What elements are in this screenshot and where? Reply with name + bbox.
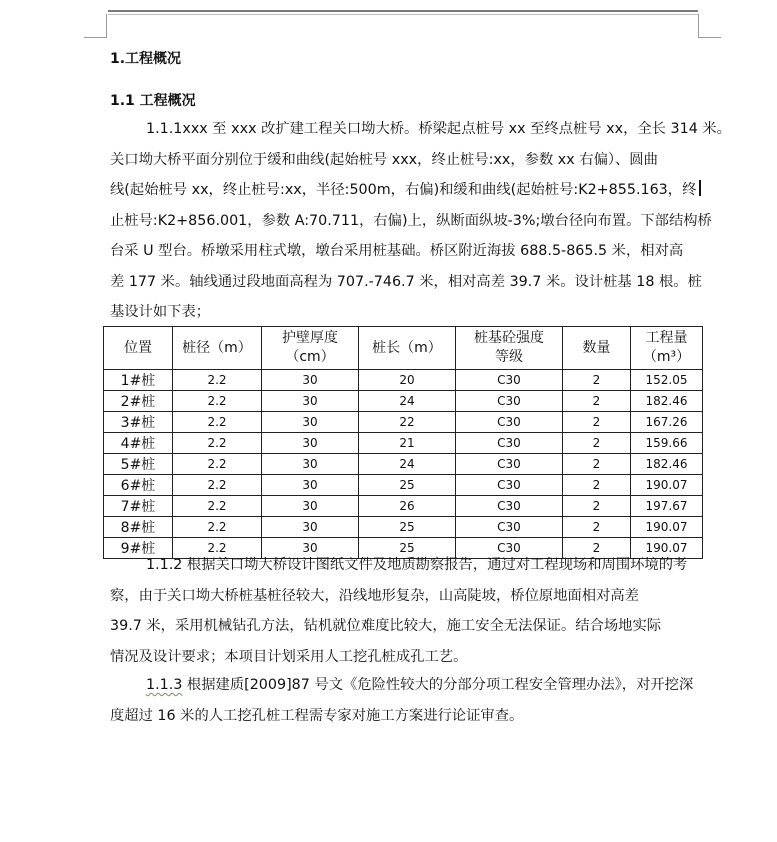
cell-quantity: 2: [563, 496, 631, 517]
paragraph-1-1-2: [110, 550, 710, 672]
cell-volume: 190.07: [631, 475, 703, 496]
cell-volume: 190.07: [631, 517, 703, 538]
cell-length: 24: [359, 454, 456, 475]
cell-volume: 182.46: [631, 391, 703, 412]
cell-position: 4#桩: [104, 433, 173, 454]
cell-length: 22: [359, 412, 456, 433]
cell-quantity: 2: [563, 391, 631, 412]
text-line: 1.1.2 根据关口坳大桥设计图纸文件及地质勘察报告，通过对工程现场和周围环境的考: [146, 557, 688, 573]
text-cursor: [699, 180, 701, 196]
text-line: 情况及设计要求；本项目计划采用人工挖孔桩成孔工艺。: [110, 648, 468, 665]
cell-wall-thickness: 30: [262, 538, 359, 559]
crop-mark-right-vertical: [698, 14, 699, 38]
pile-design-table: [103, 326, 703, 559]
cell-concrete-grade: C30: [456, 412, 563, 433]
cell-concrete-grade: C30: [456, 475, 563, 496]
section-number: 1.1.3: [146, 677, 183, 693]
cell-quantity: 2: [563, 538, 631, 559]
col-header-concrete-grade: 桩基砼强度 等级: [456, 327, 563, 370]
cell-volume: 182.46: [631, 454, 703, 475]
cell-wall-thickness: 30: [262, 433, 359, 454]
cell-volume: 190.07: [631, 538, 703, 559]
cell-position: 8#桩: [104, 517, 173, 538]
cell-concrete-grade: C30: [456, 454, 563, 475]
cell-quantity: 2: [563, 370, 631, 391]
heading-level-2: 1.1 工程概况: [110, 93, 196, 109]
cell-diameter: 2.2: [173, 454, 262, 475]
col-header-position: 位置: [104, 327, 173, 370]
header-rule: [108, 10, 698, 12]
cell-concrete-grade: C30: [456, 517, 563, 538]
cell-quantity: 2: [563, 517, 631, 538]
cell-volume: 197.67: [631, 496, 703, 517]
cell-diameter: 2.2: [173, 538, 262, 559]
table-header-row: [104, 327, 703, 370]
col-header-diameter: 桩径（m）: [173, 327, 262, 370]
cell-length: 24: [359, 391, 456, 412]
cell-concrete-grade: C30: [456, 538, 563, 559]
col-header-quantity: 数量: [563, 327, 631, 370]
cell-length: 21: [359, 433, 456, 454]
text-line: 察，由于关口坳大桥桩基桩径较大，沿线地形复杂，山高陡坡，桥位原地面相对高差: [110, 587, 639, 604]
text-line: 关口坳大桥平面分别位于缓和曲线(起始桩号 xxx，终止桩号:xx，参数 xx 右偏）、圆曲: [110, 151, 658, 168]
paragraph-1-1-1: [110, 114, 731, 328]
cell-diameter: 2.2: [173, 370, 262, 391]
cell-concrete-grade: C30: [456, 496, 563, 517]
cell-diameter: 2.2: [173, 496, 262, 517]
table-row: [104, 370, 703, 391]
cell-wall-thickness: 30: [262, 412, 359, 433]
cell-length: 25: [359, 538, 456, 559]
cell-quantity: 2: [563, 433, 631, 454]
cell-diameter: 2.2: [173, 517, 262, 538]
col-header-wall-thickness: 护壁厚度 （cm）: [262, 327, 359, 370]
cell-position: 3#桩: [104, 412, 173, 433]
table-row: [104, 475, 703, 496]
cell-length: 26: [359, 496, 456, 517]
cell-position: 6#桩: [104, 475, 173, 496]
cell-quantity: 2: [563, 454, 631, 475]
cell-diameter: 2.2: [173, 433, 262, 454]
header-rule-thin: [108, 14, 698, 15]
table-row: [104, 433, 703, 454]
cell-quantity: 2: [563, 412, 631, 433]
cell-concrete-grade: C30: [456, 370, 563, 391]
text-line: 差 177 米。轴线通过段地面高程为 707.-746.7 米，相对高差 39.7 米。设计桩基 18 根。桩: [110, 273, 702, 290]
table-row: [104, 391, 703, 412]
text-line: 基设计如下表；: [110, 304, 211, 320]
cell-position: 2#桩: [104, 391, 173, 412]
cell-quantity: 2: [563, 475, 631, 496]
text-line: 1.1.1xxx 至 xxx 改扩建工程关口坳大桥。桥梁起点桩号 xx 至终点桩号 xx，全长 314 米。: [146, 121, 731, 137]
cell-wall-thickness: 30: [262, 475, 359, 496]
text-line: 1.1.3 根据建质[2009]87 号文《危险性较大的分部分项工程安全管理办法》，对开挖深: [146, 677, 694, 693]
cell-length: 20: [359, 370, 456, 391]
heading-level-1: 1.工程概况: [110, 51, 182, 67]
cell-volume: 159.66: [631, 433, 703, 454]
cell-wall-thickness: 30: [262, 517, 359, 538]
table-row: [104, 496, 703, 517]
col-header-length: 桩长（m）: [359, 327, 456, 370]
cell-diameter: 2.2: [173, 475, 262, 496]
cell-position: 9#桩: [104, 538, 173, 559]
text-line: 止桩号:K2+856.001，参数 A:70.711，右偏)上，纵断面纵坡-3%;墩台径向布置。下部结构桥: [110, 212, 712, 229]
text-line: 台采 U 型台。桥墩采用柱式墩，墩台采用桩基础。桥区附近海拔 688.5-865.5 米，相对高: [110, 243, 684, 259]
crop-mark-right: [699, 37, 721, 38]
crop-mark-left-vertical: [106, 14, 107, 38]
cell-length: 25: [359, 475, 456, 496]
cell-diameter: 2.2: [173, 412, 262, 433]
cell-concrete-grade: C30: [456, 433, 563, 454]
text-line: 线(起始桩号 xx，终止桩号:xx，半径:500m，右偏)和缓和曲线(起始桩号:K2+855.163，终: [110, 175, 710, 206]
cell-diameter: 2.2: [173, 391, 262, 412]
cell-volume: 152.05: [631, 370, 703, 391]
table-row: [104, 517, 703, 538]
col-header-volume: 工程量 （m³）: [631, 327, 703, 370]
crop-mark-left: [84, 37, 106, 38]
cell-wall-thickness: 30: [262, 454, 359, 475]
cell-concrete-grade: C30: [456, 391, 563, 412]
cell-length: 25: [359, 517, 456, 538]
cell-wall-thickness: 30: [262, 496, 359, 517]
cell-position: 5#桩: [104, 454, 173, 475]
cell-wall-thickness: 30: [262, 391, 359, 412]
cell-volume: 167.26: [631, 412, 703, 433]
cell-position: 1#桩: [104, 370, 173, 391]
table-row: [104, 454, 703, 475]
text-line: 39.7 米，采用机械钻孔方法，钻机就位难度比较大，施工安全无法保证。结合场地实际: [110, 618, 662, 634]
cell-position: 7#桩: [104, 496, 173, 517]
table-row: [104, 412, 703, 433]
cell-wall-thickness: 30: [262, 370, 359, 391]
paragraph-1-1-3: [110, 670, 710, 731]
text-line: 度超过 16 米的人工挖孔桩工程需专家对施工方案进行论证审查。: [110, 707, 524, 724]
